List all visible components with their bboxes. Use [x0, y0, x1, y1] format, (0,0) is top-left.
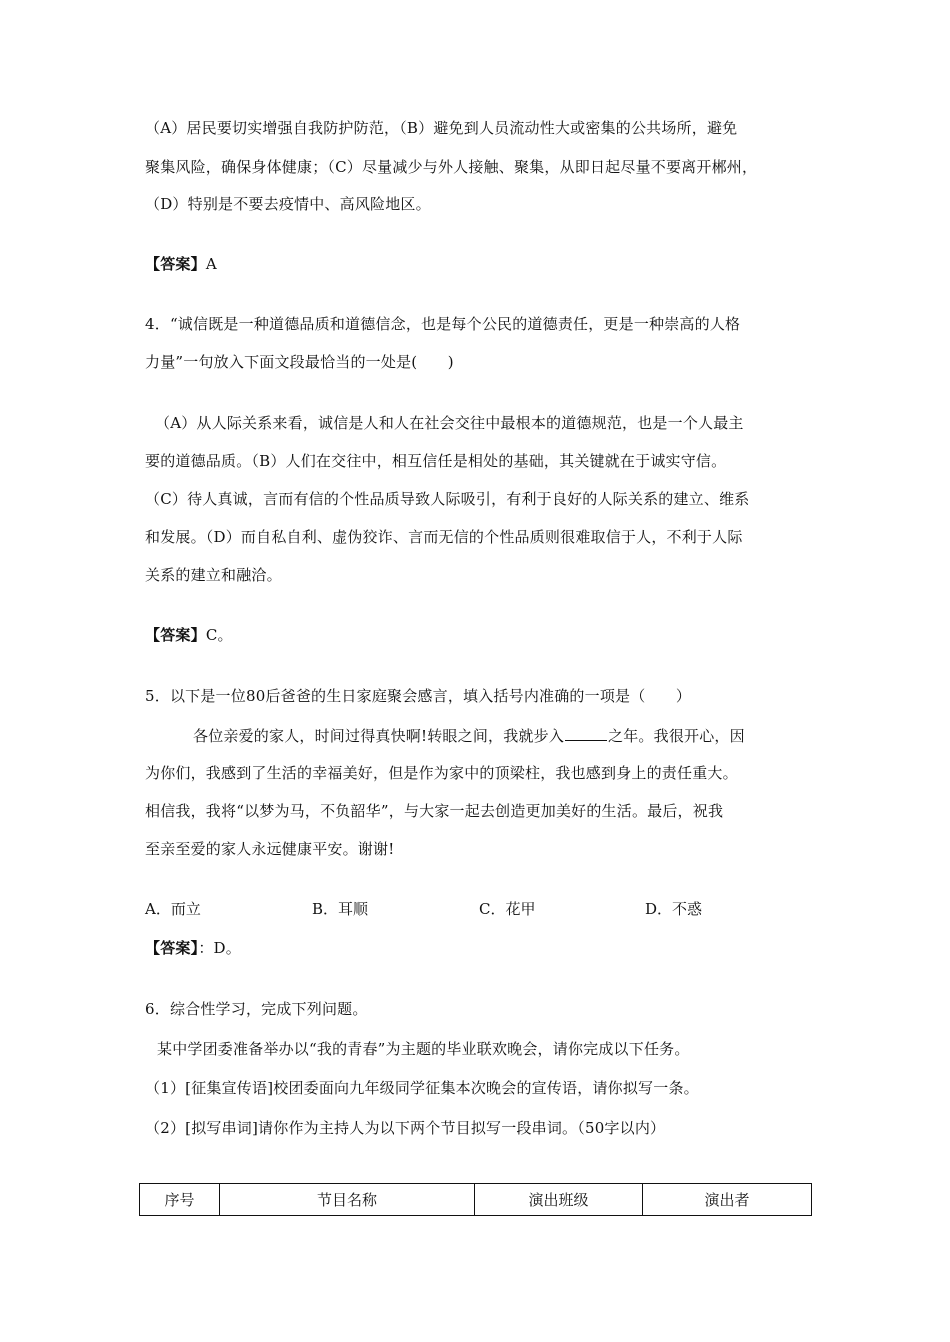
q5-question: 5．以下是一位80后爸爸的生日家庭聚会感言，填入括号内准确的一项是（ ）	[145, 687, 692, 705]
q6-task-1: （1）[征集宣传语]校团委面向九年级同学征集本次晚会的宣传语，请你拟写一条。	[145, 1079, 699, 1097]
q5-passage-text-before-blank: 各位亲爱的家人，时间过得真快啊!转眼之间，我就步入	[193, 727, 565, 745]
q5-passage-text-after-blank: 之年。我很开心，因	[608, 727, 745, 745]
q3-line-3: （D）特别是不要去疫情中、高风险地区。	[145, 195, 431, 213]
fill-blank	[565, 725, 607, 741]
answer-label: 【答案】	[145, 939, 199, 957]
q4-passage-line-5: 关系的建立和融洽。	[145, 566, 282, 584]
table-header-program-name: 节目名称	[220, 1184, 475, 1216]
q5-passage-line-2: 为你们，我感到了生活的幸福美好，但是作为家中的顶梁柱，我也感到身上的责任重大。	[145, 764, 738, 782]
answer-label: 【答案】	[145, 626, 206, 644]
program-table	[139, 1183, 812, 1216]
q3-answer	[145, 254, 217, 274]
q5-options	[145, 899, 825, 921]
q5-passage-line-4: 至亲至爱的家人永远健康平安。谢谢!	[145, 840, 395, 858]
q4-answer	[145, 625, 233, 645]
q3-line-2: 聚集风险，确保身体健康；（C）尽量减少与外人接触、聚集，从即日起尽量不要离开郴州，	[145, 158, 758, 176]
answer-value: C。	[205, 626, 233, 644]
answer-label: 【答案】	[145, 255, 206, 273]
q5-option-d: D．不惑	[645, 900, 703, 918]
q5-option-c: C．花甲	[479, 900, 536, 918]
table-header-index: 序号	[140, 1184, 220, 1216]
answer-value: A	[205, 255, 217, 273]
table-header-performer: 演出者	[643, 1184, 812, 1216]
q4-passage-line-3: （C）待人真诚，言而有信的个性品质导致人际吸引，有利于良好的人际关系的建立、维系	[145, 490, 750, 508]
table-header-row	[140, 1184, 812, 1216]
q3-line-1: （A）居民要切实增强自我防护防范，（B）避免到人员流动性大或密集的公共场所，避免	[145, 119, 738, 137]
q6-intro: 某中学团委准备举办以“我的青春”为主题的毕业联欢晚会，请你完成以下任务。	[157, 1040, 690, 1058]
q4-question-line-2: 力量”一句放入下面文段最恰当的一处是( )	[145, 353, 454, 371]
q6-task-2: （2）[拟写串词]请你作为主持人为以下两个节目拟写一段串词。（50字以内）	[145, 1119, 666, 1137]
answer-value: ：D。	[198, 939, 241, 957]
q5-passage-line-1	[193, 725, 745, 746]
q4-question-line-1: 4．“诚信既是一种道德品质和道德信念，也是每个公民的道德责任，更是一种崇高的人格	[145, 315, 741, 333]
q5-option-a: A．而立	[145, 900, 201, 918]
q5-passage-line-3: 相信我，我将“以梦为马，不负韶华”，与大家一起去创造更加美好的生活。最后，祝我	[145, 802, 724, 820]
q4-passage-line-2: 要的道德品质。（B）人们在交往中，相互信任是相处的基础，其关键就在于诚实守信。	[145, 452, 727, 470]
q4-passage-line-4: 和发展。（D）而自私自利、虚伪狡诈、言而无信的个性品质则很难取信于人，不利于人际	[145, 528, 743, 546]
q6-title: 6．综合性学习，完成下列问题。	[145, 1000, 368, 1018]
q5-answer	[145, 938, 241, 958]
table-header-class: 演出班级	[475, 1184, 643, 1216]
q4-passage-line-1: （A）从人际关系来看，诚信是人和人在社会交往中最根本的道德规范，也是一个人最主	[155, 414, 744, 432]
q5-option-b: B．耳顺	[312, 900, 369, 918]
